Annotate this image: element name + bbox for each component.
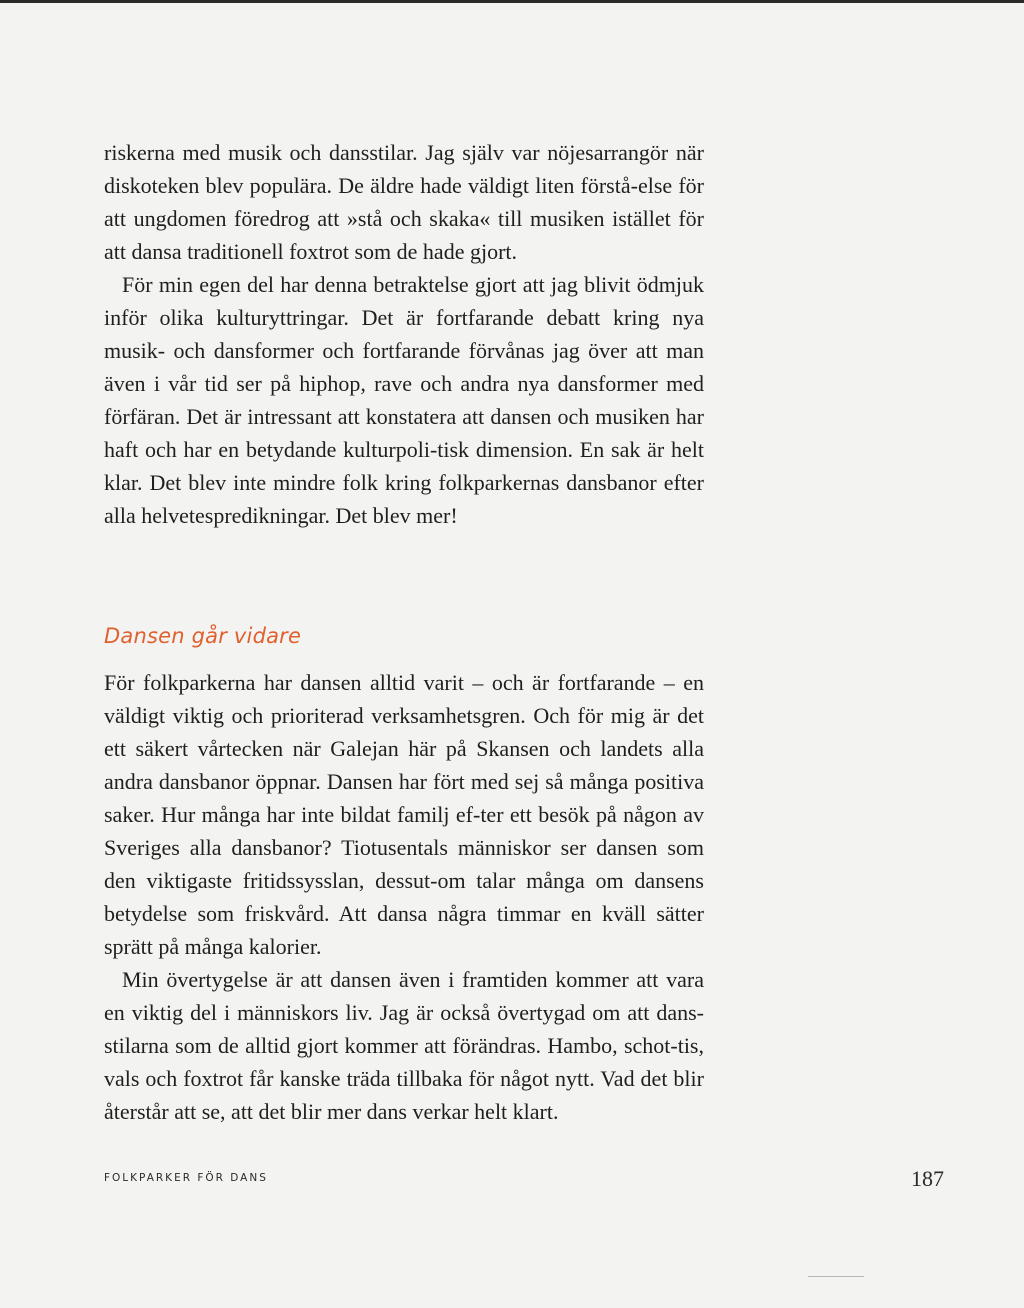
page-number: 187 <box>911 1166 944 1191</box>
scan-artifact-line <box>808 1276 864 1277</box>
paragraph-4: Min övertygelse är att dansen även i framtiden kommer att vara en viktig del i människors liv. Jag är också övertygad om att dans-stilarna som de alltid gjort kommer att förändras. Hambo, schot-tis, vals och foxtrot får kanske träda tillbaka för något nytt. Vad det blir återstår att se, att det blir mer dans verkar helt klart. <box>104 967 704 1124</box>
section-heading: Dansen går vidare <box>104 624 302 648</box>
running-title: FOLKPARKER FÖR DANS <box>104 1172 268 1184</box>
paragraph-3: För folkparkerna har dansen alltid varit – och är fortfarande – en väldigt viktig och prioriterad verksamhetsgren. Och för mig är det ett säkert vårtecken när Galejan här på Skansen och landets alla andra dansbanor öppnar. Dansen har fört med sej så många positiva saker. Hur många har inte bildat familj ef-ter ett besök på någon av Sveriges alla dansbanor? Tiotusentals människor ser dansen som den viktigaste fritidssysslan, dessut-om talar många om dansens betydelse som friskvård. Att dansa några timmar en kväll sätter sprätt på många kalorier. <box>104 670 704 959</box>
body-text-bottom <box>104 666 704 1128</box>
paragraph-2: För min egen del har denna betraktelse gjort att jag blivit ödmjuk inför olika kulturyttringar. Det är fortfarande debatt kring nya musik- och dansformer och fortfarande förvånas jag över att man även i vår tid ser på hiphop, rave och andra nya dansformer med förfäran. Det är intressant att konstatera att dansen och musiken har haft och har en betydande kulturpoli-tisk dimension. En sak är helt klar. Det blev inte mindre folk kring folkparkernas dansbanor efter alla helvetespredikningar. Det blev mer! <box>104 272 704 528</box>
scan-top-edge <box>0 0 1024 3</box>
body-text-top <box>104 136 704 532</box>
paragraph-1: riskerna med musik och dansstilar. Jag själv var nöjesarrangör när diskoteken blev populära. De äldre hade väldigt liten förstå-else för att ungdomen föredrog att »stå och skaka« till musiken istället för att dansa traditionell foxtrot som de hade gjort. <box>104 140 704 264</box>
